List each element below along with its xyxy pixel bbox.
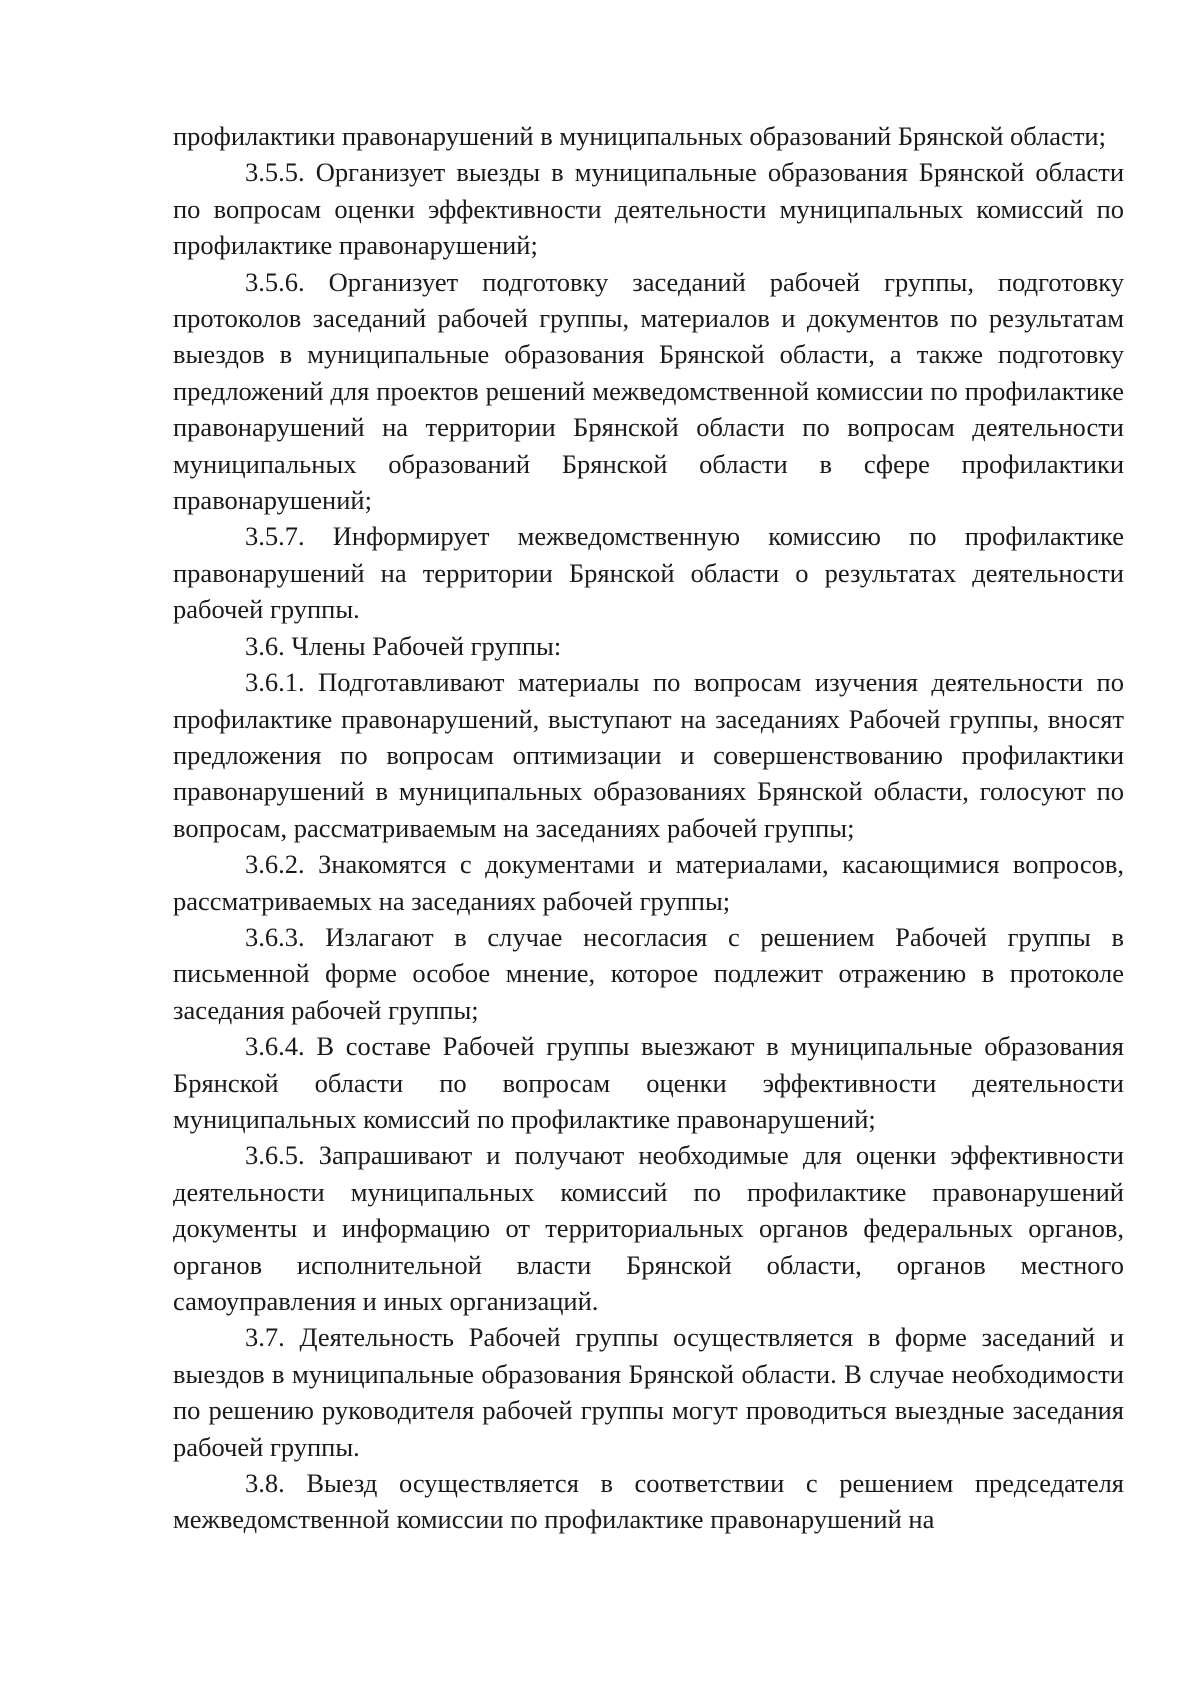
paragraph-continuation: профилактики правонарушений в муниципальных образований Брянской области;	[173, 121, 1106, 151]
paragraph-3-6-4: 3.6.4. В составе Рабочей группы выезжают в муниципальные образования Брянской области по вопросам оценки эффективности деятельности муниципальных комиссий по профилактике правонарушений;	[173, 1031, 1124, 1134]
paragraph-3-5-7: 3.5.7. Информирует межведомственную комиссию по профилактике правонарушений на территории Брянской области о результатах деятельности рабочей группы.	[173, 521, 1124, 625]
paragraph-3-6-1: 3.6.1. Подготавливают материалы по вопросам изучения деятельности по профилактике правонарушений, выступают на заседаниях Рабочей группы, вносят предложения по вопросам оптимизации и совершенствованию профилактики правонарушений в муниципальных образованиях Брянской области, голосуют по вопросам, рассматриваемым на заседаниях рабочей группы;	[173, 667, 1124, 843]
paragraph-3-6: 3.6. Члены Рабочей группы:	[245, 630, 562, 661]
paragraph-3-7: 3.7. Деятельность Рабочей группы осуществляется в форме заседаний и выездов в муниципальные образования Брянской области. В случае необходимости по решению руководителя рабочей группы могут проводиться выездные заседания рабочей группы.	[173, 1322, 1124, 1462]
paragraph-3-6-3: 3.6.3. Излагают в случае несогласия с решением Рабочей группы в письменной форме особое мнение, которое подлежит отражению в протоколе заседания рабочей группы;	[173, 921, 1124, 1025]
paragraph-3-6-2: 3.6.2. Знакомятся с документами и материалами, касающимися вопросов, рассматриваемых на заседаниях рабочей группы;	[173, 849, 1124, 916]
paragraph-3-6-5: 3.6.5. Запрашивают и получают необходимые для оценки эффективности деятельности муниципальных комиссий по профилактике правонарушений документы и информацию от территориальных органов федеральных органов, органов исполнительной власти Брянской области, органов местного самоуправления и иных организаций.	[173, 1140, 1124, 1316]
paragraph-3-5-5: 3.5.5. Организует выезды в муниципальные образования Брянской области по вопросам оценки эффективности деятельности муниципальных комиссий по профилактике правонарушений;	[173, 157, 1124, 261]
paragraph-3-8: 3.8. Выезд осуществляется в соответствии с решением председателя межведомственной комиссии по профилактике правонарушений на	[173, 1468, 1124, 1535]
paragraph-3-5-6: 3.5.6. Организует подготовку заседаний рабочей группы, подготовку протоколов заседаний рабочей группы, материалов и документов по результатам выездов в муниципальные образования Брянской области, а также подготовку предложений для проектов решений межведомственной комиссии по профилактике правонарушений на территории Брянской области по вопросам деятельности муниципальных образований Брянской области в сфере профилактики правонарушений;	[173, 266, 1124, 516]
document-page	[173, 118, 1124, 1538]
